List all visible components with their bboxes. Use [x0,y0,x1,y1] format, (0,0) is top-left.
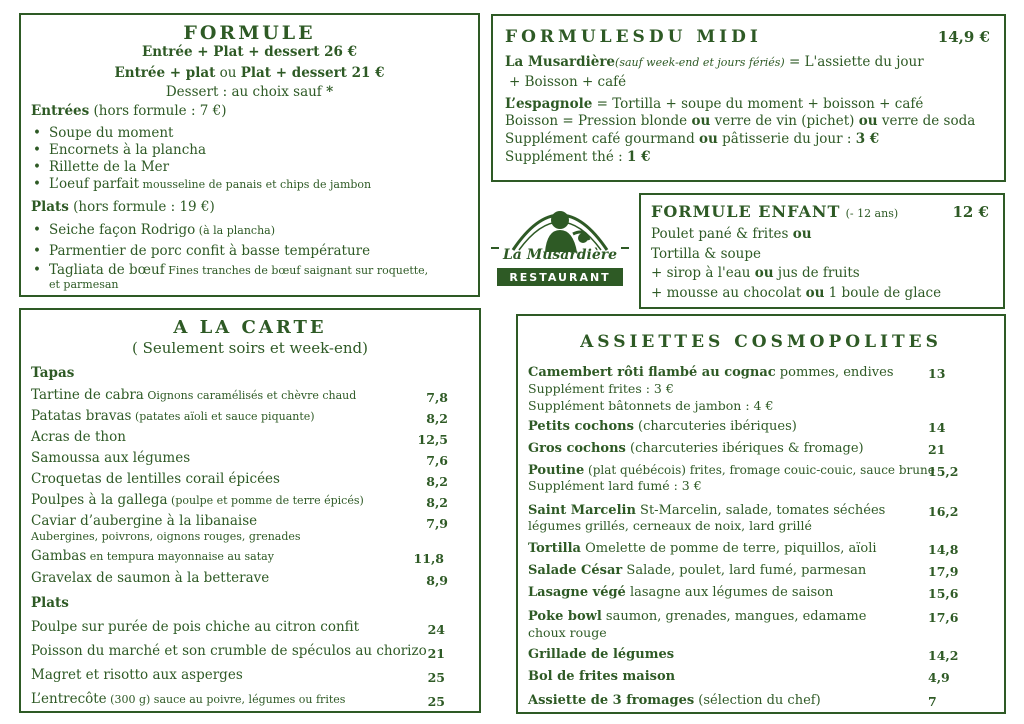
item-price: 21 [427,646,445,661]
item-name: Salade César [528,563,623,578]
entree-item [49,159,169,175]
item-name: Poke bowl [528,609,602,624]
item-desc: (sélection du chef) [694,693,821,708]
plat-desc-cont: et parmesan [49,278,119,291]
entree-desc: mousseline de panais et chips de jambon [139,178,372,191]
item-price: 11,8 [413,551,444,566]
midi-box [491,14,1006,182]
item-desc: (charcuteries ibériques) [633,419,797,434]
plat-item [49,243,370,259]
formule-line2-or: ou [215,65,241,81]
enfant-box [639,193,1005,309]
item-name: Tortilla [528,541,581,556]
menu-item [528,610,866,623]
menu-item [31,452,190,466]
item-price: 25 [427,670,445,685]
entrees-label: Entrées [31,103,90,119]
carte-box [19,308,481,713]
item-desc: Omelette de pomme de terre, piquillos, aïoli [580,541,877,556]
menu-item [31,621,359,635]
item-name: Gros cochons [528,441,626,456]
menu-item [31,515,257,529]
assiettes-box [516,314,1006,714]
menu-item [528,504,885,517]
midi-l4-ou2: ou [858,113,878,129]
plat-name: Parmentier de porc confit à basse température [49,243,371,259]
enfant-l4-b: 1 boule de glace [824,285,942,301]
menu-item [31,410,315,424]
item-price: 15,2 [928,464,959,479]
item-price: 8,2 [426,495,448,510]
menu-item [528,464,935,477]
logo-name: La Musardière [502,247,618,263]
entrees-note: (hors formule : 7 €) [89,103,227,119]
item-desc: St-Marcelin, salade, tomates séchées [635,503,886,518]
plats-note: (hors formule : 19 €) [68,199,215,215]
enfant-l4-a: + mousse au chocolat [651,285,806,301]
enfant-price: 12 € [952,203,989,221]
midi-title: FORMULESDU MIDI [505,27,762,47]
item-desc: en tempura mayonnaise au satay [86,550,274,563]
midi-line4 [505,115,975,129]
item-price: 7,6 [426,453,448,468]
assiettes-title: ASSIETTES COSMOPOLITES [580,332,942,352]
item-price: 8,2 [426,411,448,426]
midi-l4-b: verre de vin (pichet) [710,113,859,129]
midi-musardiere: La Musardière [505,54,616,70]
formule-line2-a: Entrée + plat [114,65,216,81]
enfant-line2: Tortilla & soupe [651,246,761,262]
midi-l5-ou: ou [699,131,718,147]
midi-line3 [505,98,923,112]
item-name: Magret et risotto aux asperges [31,667,243,683]
entree-name: Encornets à la plancha [49,142,207,158]
midi-espagnole: L’espagnole [505,96,593,112]
item-name: Camembert rôti flambé au cognac [528,365,776,380]
enfant-line4 [651,287,941,301]
plats-label: Plats [31,199,69,215]
carte-title: A LA CARTE [173,317,327,338]
menu-item [528,564,866,577]
formule-box [19,13,480,297]
item-desc: (charcuteries ibériques & fromage) [625,441,864,456]
item-name: Assiette de 3 fromages [528,693,695,708]
formule-title: FORMULE [183,22,316,44]
item-price: 16,2 [928,504,959,519]
formule-dessert [21,86,478,100]
item-price: 14,2 [928,648,959,663]
menu-item [31,550,274,564]
entree-item [49,125,173,141]
menu-item [528,420,797,433]
enfant-l4-ou: ou [805,285,825,301]
plat-desc: Fines tranches de bœuf saignant sur roquette, [164,264,429,277]
menu-item [31,494,364,508]
enfant-title: FORMULE ENFANT [651,202,841,221]
entree-name: Rillette de la Mer [49,159,170,175]
enfant-l1-ou: ou [792,226,812,242]
midi-line2: + Boisson + café [509,74,627,90]
midi-line1 [505,56,924,70]
midi-line6 [505,151,650,165]
item-name: Grillade de légumes [528,647,675,662]
tapas-label: Tapas [31,365,75,381]
midi-line5 [505,133,879,147]
item-price: 8,9 [426,573,448,588]
entree-item [49,176,371,192]
midi-price: 14,9 € [937,28,990,46]
entree-name: L’oeuf parfait [49,176,140,192]
item-name: Lasagne végé [528,585,626,600]
item-supplement: Supplément frites : 3 € [528,381,674,396]
item-desc-cont: légumes grillés, cerneaux de noix, lard grillé [528,518,812,533]
item-price: 4,9 [928,670,950,685]
item-price: 15,6 [928,586,959,601]
midi-l4-c: verre de soda [877,113,976,129]
item-desc: saumon, grenades, mangues, edamame [601,609,867,624]
item-desc-cont: choux rouge [528,625,607,640]
midi-l1-rest: = L'assiette du jour [784,54,924,70]
item-name: Poulpes à la gallega [31,492,168,508]
item-desc: pommes, endives [775,365,894,380]
item-name: Samoussa aux légumes [31,450,191,466]
item-name: Caviar d’aubergine à la libanaise [31,513,258,529]
midi-l5-price: 3 € [855,131,880,147]
carte-plats-label: Plats [31,595,69,611]
item-price: 12,5 [417,432,448,447]
menu-item [31,669,243,683]
item-name: Acras de thon [31,429,126,445]
midi-l6-price: 1 € [626,149,651,165]
midi-l5-a: Supplément café gourmand [505,131,700,147]
item-name: Poulpe sur purée de pois chiche au citron confit [31,619,360,635]
menu-item [528,366,894,379]
formule-line1: Entrée + Plat + dessert 26 € [141,44,358,60]
menu-item [31,645,427,659]
plat-desc: (à la plancha) [195,224,276,237]
item-desc: Salade, poulet, lard fumé, parmesan [622,563,867,578]
enfant-age: (- 12 ans) [845,207,899,220]
item-name: Poutine [528,463,585,478]
enfant-line1 [651,228,812,242]
item-name: Tartine de cabra [31,387,144,403]
item-name: Croquetas de lentilles corail épicées [31,471,280,487]
midi-l4-a: Boisson = Pression blonde [505,113,692,129]
item-name: Gravelax de saumon à la betterave [31,570,270,586]
entree-name: Soupe du moment [49,125,174,141]
item-desc: (patates aïoli et sauce piquante) [131,410,315,423]
enfant-l1: Poulet pané & frites [651,226,793,242]
item-price: 7 [928,694,937,709]
item-price: 25 [427,694,445,709]
menu-item [31,431,126,445]
item-desc: Aubergines, poivrons, oignons rouges, grenades [31,530,301,543]
plat-item [49,222,275,238]
item-name: Patatas bravas [31,408,132,424]
item-price: 21 [928,442,946,457]
dessert-text: Dessert : au choix sauf [165,84,327,100]
item-name: Gambas [31,548,87,564]
menu-item [528,694,821,707]
enfant-l3-ou: ou [754,265,774,281]
logo [485,190,635,293]
item-name: Bol de frites maison [528,669,676,684]
plat-name: Tagliata de bœuf [49,262,165,278]
carte-subtitle: ( Seulement soirs et week-end) [132,339,368,357]
menu-item [31,473,280,487]
midi-l6-a: Supplément thé : [505,149,627,165]
plats-heading [31,201,215,215]
item-price: 17,9 [928,564,959,579]
menu-item [528,442,864,455]
enfant-line3 [651,267,860,281]
item-price: 14,8 [928,542,959,557]
item-price: 7,8 [426,390,448,405]
midi-l5-b: pâtisserie du jour : [717,131,856,147]
enfant-l3-b: jus de fruits [773,265,860,281]
midi-note: (sauf week-end et jours fériés) [615,56,785,69]
plat-name: Seiche façon Rodrigo [49,222,196,238]
item-desc: lasagne aux légumes de saison [625,585,834,600]
plat-item [49,262,428,278]
item-desc: (poulpe et pomme de terre épicés) [167,494,364,507]
item-desc: Oignons caramélisés et chèvre chaud [143,389,357,402]
menu-item [31,389,356,403]
item-price: 7,9 [426,516,448,531]
menu-item [528,586,833,599]
item-price: 13 [928,366,946,381]
midi-l3-rest: = Tortilla + soupe du moment + boisson + café [592,96,924,112]
item-price: 8,2 [426,474,448,489]
midi-l4-ou1: ou [691,113,711,129]
item-supplement: Supplément bâtonnets de jambon : 4 € [528,398,774,413]
item-supplement: Supplément lard fumé : 3 € [528,478,702,493]
dessert-star: * [326,84,334,100]
menu-item [31,693,345,707]
item-price: 24 [427,622,445,637]
item-name: L’entrecôte [31,691,107,707]
logo-sub: RESTAURANT [509,271,611,284]
item-name: Petits cochons [528,419,634,434]
item-price: 17,6 [928,610,959,625]
menu-item [528,670,675,683]
item-price: 14 [928,420,946,435]
enfant-title-row [651,204,898,220]
formule-line2-b: Plat + dessert 21 € [240,65,385,81]
enfant-l3-a: + sirop à l'eau [651,265,755,281]
entrees-heading [31,105,227,119]
item-desc: (plat québécois) frites, fromage couic-couic, sauce brune [584,463,935,477]
formule-line2 [21,67,478,81]
item-desc: (300 g) sauce au poivre, légumes ou frites [106,693,346,706]
item-name: Poisson du marché et son crumble de spéculos au chorizo [31,643,427,659]
item-name: Saint Marcelin [528,503,636,518]
entree-item [49,142,206,158]
menu-item [528,542,877,555]
menu-item [528,648,674,661]
menu-item [31,572,269,586]
